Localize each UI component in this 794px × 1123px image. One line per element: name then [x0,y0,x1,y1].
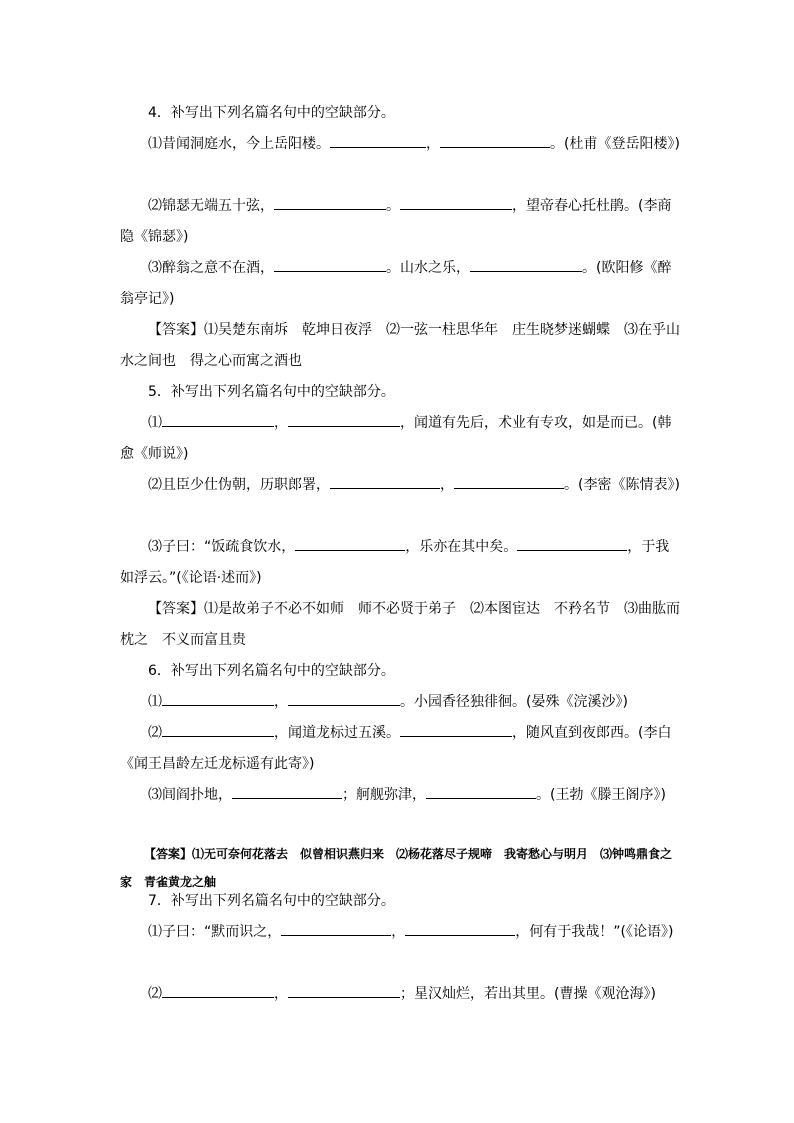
q4-title: 4．补写出下列名篇名句中的空缺部分。 [148,105,395,121]
q5-item-2: ⑵且臣少仕伪朝，历职郎署， ， 。(李密《陈情表》) [120,470,680,501]
answer-blank[interactable] [400,721,512,737]
answer-blank[interactable] [470,256,582,272]
q4-answer: 【答案】⑴吴楚东南坼 乾坤日夜浮 ⑵一弦一柱思华年 庄生晓梦迷蝴蝶 ⑶在乎山水之间也 得之心而寓之酒也 [120,322,680,369]
answer-blank[interactable] [330,473,440,489]
answer-blank[interactable] [405,920,515,936]
q5-item-3: ⑶子曰：“饭疏食饮水， ，乐亦在其中矣。 ，于我如浮云。”(《论语·述而》) [120,532,680,594]
answer-blank[interactable] [281,920,391,936]
q6-answer: 【答案】⑴无可奈何花落去 似曾相识燕归来 ⑵杨花落尽子规啼 我寄愁心与明月 ⑶钟鸣鼎食之家 青雀黄龙之舳 [120,847,673,889]
q7-item-2: ⑵ ， ；星汉灿烂，若出其里。(曹操《观沧海》) [120,979,680,1010]
q4-item-1: ⑴昔闻洞庭水，今上岳阳楼。 ， 。(杜甫《登岳阳楼》) [120,129,680,160]
answer-blank[interactable] [274,256,386,272]
q7-title: 7．补写出下列名篇名句中的空缺部分。 [148,893,395,909]
q6-item-1: ⑴ ， 。小园香径独徘徊。(晏殊《浣溪沙》) [120,687,680,718]
answer-blank[interactable] [162,411,274,427]
answer-blank[interactable] [400,194,512,210]
answer-blank[interactable] [162,721,274,737]
q5-answer: 【答案】⑴是故弟子不必不如师 师不必贤于弟子 ⑵本图宦达 不矜名节 ⑶曲肱而枕之 不义而富且贵 [120,601,680,648]
q4-item-3: ⑶醉翁之意不在酒， 。山水之乐， 。(欧阳修《醉翁亭记》) [120,253,680,315]
q6-title: 6．补写出下列名篇名句中的空缺部分。 [148,663,395,679]
answer-blank[interactable] [162,982,274,998]
q6-item-3: ⑶闾阎扑地， ；舸舰弥津， 。(王勃《滕王阁序》) [120,780,680,811]
q5-item-1: ⑴ ， ，闻道有先后，术业有专攻，如是而已。(韩愈《师说》) [120,408,680,470]
q4-item-2: ⑵锦瑟无端五十弦， 。 ，望帝春心托杜鹃。(李商隐《锦瑟》) [120,191,680,253]
answer-blank[interactable] [288,982,400,998]
answer-blank[interactable] [274,194,386,210]
answer-blank[interactable] [517,535,627,551]
answer-blank[interactable] [288,690,400,706]
answer-blank[interactable] [426,783,536,799]
q6-item-2: ⑵ ，闻道龙标过五溪。 ，随风直到夜郎西。(李白《闻王昌龄左迁龙标遥有此寄》) [120,718,680,780]
answer-blank[interactable] [295,535,405,551]
answer-blank[interactable] [330,132,426,148]
answer-blank[interactable] [162,690,274,706]
answer-blank[interactable] [232,783,342,799]
answer-blank[interactable] [454,473,564,489]
answer-blank[interactable] [288,411,400,427]
q5-title: 5．补写出下列名篇名句中的空缺部分。 [148,384,395,400]
answer-blank[interactable] [440,132,550,148]
q7-item-1: ⑴子曰：“默而识之， ， ，何有于我哉！”(《论语》) [120,917,680,948]
